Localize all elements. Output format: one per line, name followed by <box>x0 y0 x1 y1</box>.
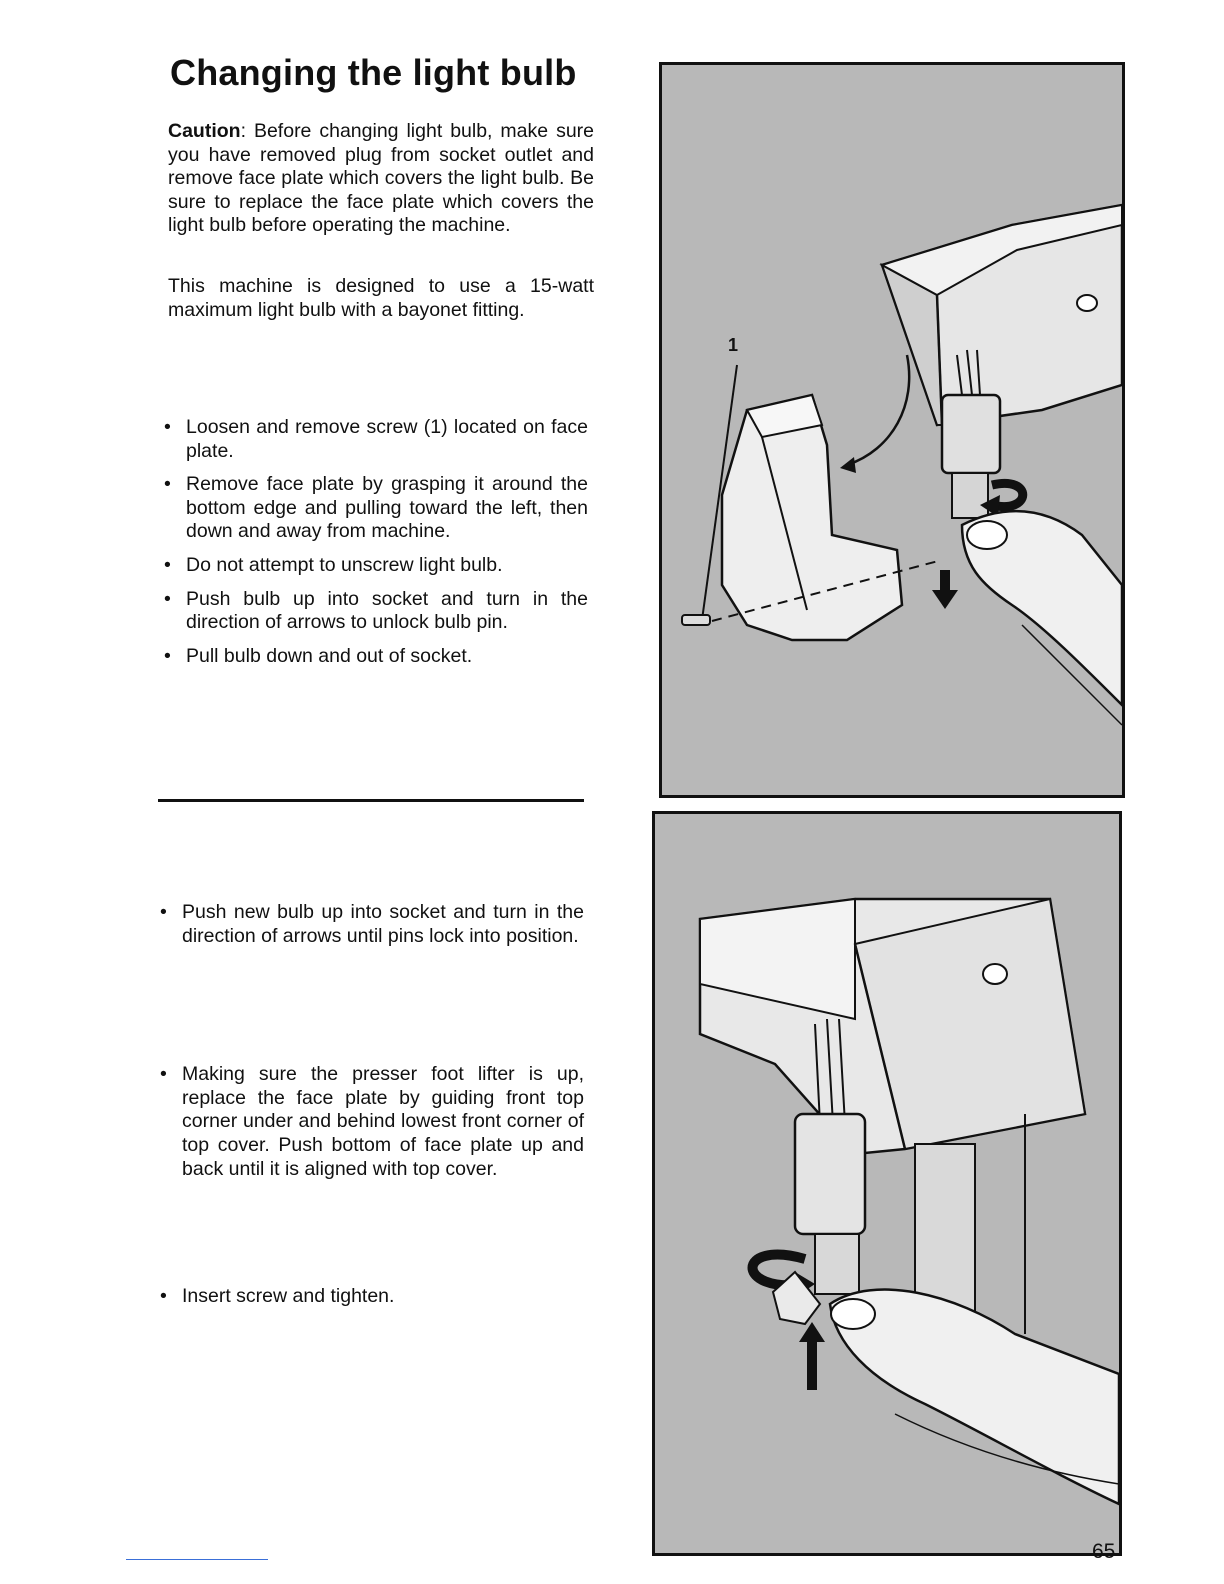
list-item <box>164 645 588 669</box>
list-item <box>164 554 588 578</box>
step-text: Push bulb up into socket and turn in the direction of arrows to unlock bulb pin. <box>186 587 588 634</box>
step-text: Insert screw and tighten. <box>182 1285 395 1308</box>
intro-paragraph: This machine is designed to use a 15-watt maximum light bulb with a bayonet fitting. <box>168 275 594 321</box>
list-item <box>160 1285 584 1309</box>
figure-remove-faceplate <box>659 62 1125 798</box>
install-steps-list <box>160 901 584 1319</box>
install-bulb-illustration <box>655 814 1119 1553</box>
step-text: Do not attempt to unscrew light bulb. <box>186 553 503 576</box>
bullet-icon: • <box>164 553 171 576</box>
step-text: Making sure the presser foot lifter is up, replace the face plate by guiding front top corner under and behind lowest front corner of top cover. Push bottom of face plate up and back until it is aligned with top cover. <box>182 1063 584 1180</box>
bullet-icon: • <box>160 1063 167 1086</box>
bullet-icon: • <box>160 901 167 923</box>
bullet-icon: • <box>164 416 171 438</box>
caution-text: : Before changing light bulb, make sure you have removed plug from socket outlet and remove face plate which covers the light bulb. Be sure to replace the face plate which covers the light bulb before operating the machine. <box>168 120 594 237</box>
section-divider <box>158 799 584 802</box>
list-item <box>164 416 588 463</box>
list-item <box>164 473 588 544</box>
page-title: Changing the light bulb <box>170 52 577 93</box>
callout-number: 1 <box>728 335 739 355</box>
bullet-icon: • <box>164 587 171 610</box>
caution-label: Caution <box>168 120 241 142</box>
remove-faceplate-illustration <box>662 65 1122 795</box>
step-text: Pull bulb down and out of socket. <box>186 644 473 667</box>
bullet-icon: • <box>160 1285 167 1308</box>
list-item <box>160 901 584 948</box>
caution-paragraph <box>168 120 594 238</box>
figure-install-bulb <box>652 811 1122 1556</box>
page-number: 65 <box>1092 1540 1116 1563</box>
list-item <box>160 1063 584 1181</box>
bullet-icon: • <box>164 644 171 667</box>
footer-line <box>126 1559 268 1560</box>
list-item <box>164 588 588 635</box>
removal-steps-list <box>164 416 588 678</box>
bullet-icon: • <box>164 473 171 496</box>
step-text: Remove face plate by grasping it around the bottom edge and pulling toward the left, then down and away from machine. <box>186 473 588 543</box>
step-text: Push new bulb up into socket and turn in the direction of arrows until pins lock into position. <box>182 901 584 947</box>
step-text: Loosen and remove screw (1) located on face plate. <box>186 416 588 462</box>
